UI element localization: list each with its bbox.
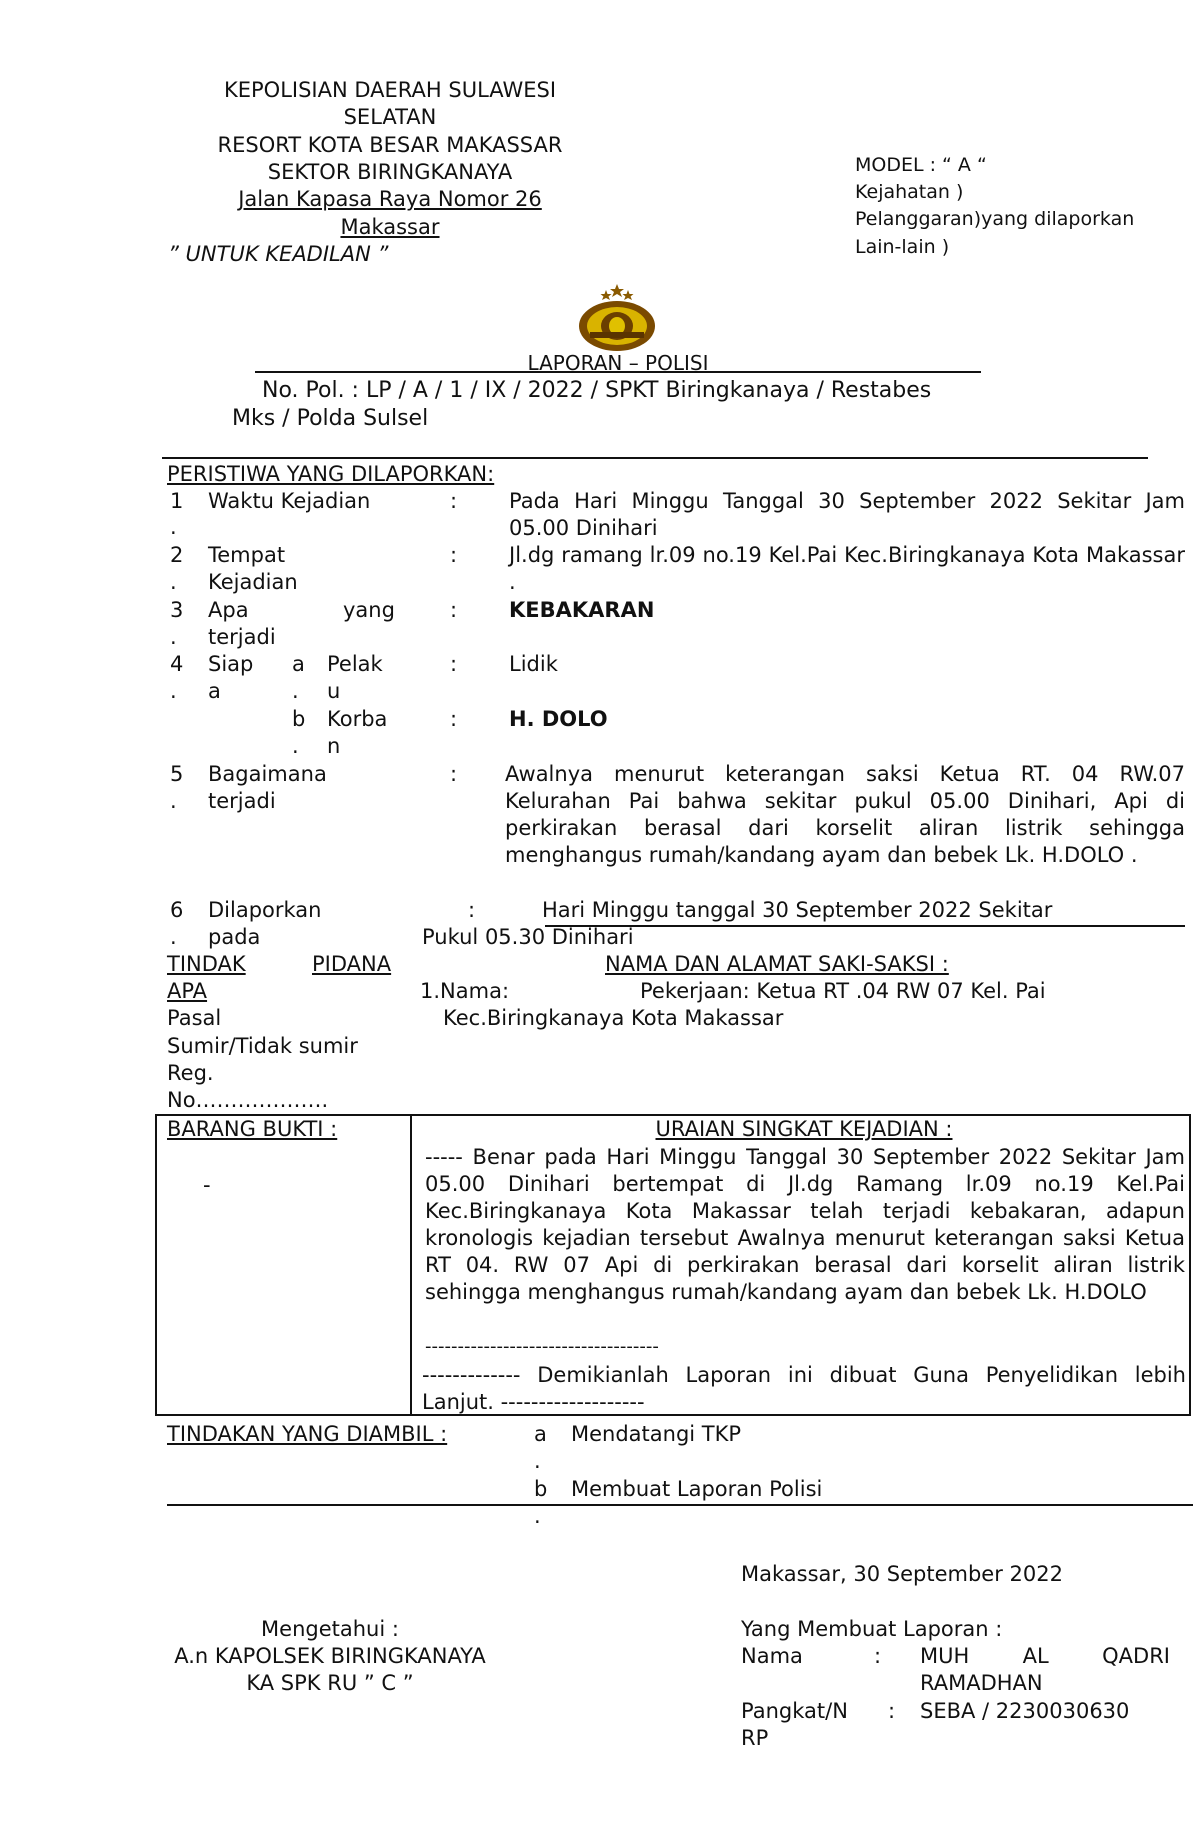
item-4a-colon: : bbox=[450, 652, 458, 676]
item-5-colon: : bbox=[450, 762, 458, 786]
item-6-colon: : bbox=[468, 898, 476, 922]
item-4b-letter: b bbox=[292, 707, 306, 731]
header-address-2: Makassar bbox=[340, 215, 440, 239]
item-6-num: 6 bbox=[170, 898, 184, 922]
uraian-closing: ------------- Demikianlah Laporan ini dibuat Guna Penyelidikan lebih Lanjut. ------------------- bbox=[422, 1363, 1186, 1414]
tindak-sumir: Sumir/Tidak sumir bbox=[167, 1034, 358, 1058]
header-address-1: Jalan Kapasa Raya Nomor 26 bbox=[238, 187, 542, 211]
saksi-heading: NAMA DAN ALAMAT SAKI-SAKSI : bbox=[605, 952, 949, 976]
uraian-dashes: ------------------------------------ bbox=[425, 1336, 659, 1357]
item-3-num: 3 bbox=[170, 598, 184, 622]
item-3-label-2: terjadi bbox=[208, 625, 276, 649]
mengetahui: Mengetahui : bbox=[261, 1617, 399, 1641]
pangkat-label-2: RP bbox=[741, 1726, 769, 1750]
header-line-1: KEPOLISIAN DAERAH SULAWESI bbox=[223, 78, 557, 102]
section-rule-top bbox=[162, 457, 1148, 459]
tindak-label-2: APA bbox=[167, 979, 208, 1003]
barang-bukti-value: - bbox=[203, 1173, 211, 1197]
saksi-alamat: Kec.Biringkanaya Kota Makassar bbox=[443, 1006, 784, 1030]
item-3-label-1a: Apa bbox=[208, 598, 249, 622]
report-title: LAPORAN – POLISI bbox=[527, 351, 709, 375]
tindakan-a-letter: a bbox=[534, 1422, 547, 1446]
item-6-dot: . bbox=[170, 925, 177, 949]
place-date: Makassar, 30 September 2022 bbox=[741, 1562, 1063, 1586]
item-5-dot: . bbox=[170, 789, 177, 813]
item-2-label-1: Tempat bbox=[208, 543, 286, 567]
saksi-nama: 1.Nama: bbox=[420, 979, 510, 1003]
tindak-no: No………………. bbox=[167, 1088, 329, 1112]
item-4a-label-2: u bbox=[327, 679, 341, 703]
tindakan-rule bbox=[167, 1504, 1193, 1506]
header-motto: ” UNTUK KEADILAN ” bbox=[168, 242, 389, 266]
pangkat-label-1: Pangkat/N bbox=[741, 1699, 848, 1723]
item-6-value-1: Hari Minggu tanggal 30 September 2022 Sekitar bbox=[542, 898, 1053, 922]
item-1-label: Waktu Kejadian bbox=[208, 489, 371, 513]
item-6-value-2: Pukul 05.30 Dinihari bbox=[422, 925, 634, 949]
uraian-text: ----- Benar pada Hari Minggu Tanggal 30 September 2022 Sekitar Jam 05.00 Dinihari bertempat di Jl.dg Ramang lr.09 no.19 Kel.Pai Kec.Biringkanaya Kota Makassar telah terjadi kebakaran, adapun kronologis kejadian tersebut Awalnya menurut keterangan saksi Ketua RT 04. RW 07 Api di perkirakan berasal dari korselit aliran listrik sehingga menghangus rumah/kandang ayam dan bebek Lk. H.DOLO bbox=[425, 1145, 1185, 1304]
header-line-3: RESORT KOTA BESAR MAKASSAR bbox=[217, 133, 563, 157]
peristiwa-heading: PERISTIWA YANG DILAPORKAN: bbox=[167, 462, 495, 486]
header-line-4: SEKTOR BIRINGKANAYA bbox=[267, 160, 513, 184]
item-4b-value: H. DOLO bbox=[509, 707, 608, 731]
item-5-label-1: Bagaimana bbox=[208, 762, 327, 786]
item-1-dot: . bbox=[170, 515, 177, 539]
header-line-2: SELATAN bbox=[343, 105, 437, 129]
item-4-label-2: a bbox=[208, 679, 221, 703]
item-2-dot: . bbox=[170, 570, 177, 594]
item-5-value: Awalnya menurut keterangan saksi Ketua RT. 04 RW.07 Kelurahan Pai bahwa sekitar pukul 05.00 Dinihari, Api di perkirakan berasal dari korselit aliran listrik sehingga menghangus rumah/kandang ayam dan bebek Lk. H.DOLO . bbox=[505, 762, 1185, 867]
item-2-value: Jl.dg ramang lr.09 no.19 Kel.Pai Kec.Biringkanaya Kota Makassar . bbox=[509, 543, 1185, 594]
evidence-table-divider bbox=[410, 1114, 412, 1416]
ka-spk: KA SPK RU ” C ” bbox=[246, 1671, 414, 1695]
item-4a-dot: . bbox=[292, 679, 299, 703]
nama-value-2: RAMADHAN bbox=[920, 1671, 1043, 1695]
kapolsek: A.n KAPOLSEK BIRINGKANAYA bbox=[174, 1644, 486, 1668]
item-2-num: 2 bbox=[170, 543, 184, 567]
item-5-num: 5 bbox=[170, 762, 184, 786]
nama-label: Nama bbox=[741, 1644, 803, 1668]
item-4-dot: . bbox=[170, 679, 177, 703]
item-1-num: 1 bbox=[170, 489, 184, 513]
item-6-label-1: Dilaporkan bbox=[208, 898, 322, 922]
item-3-colon: : bbox=[450, 598, 458, 622]
item-4b-label-2: n bbox=[327, 734, 341, 758]
item-3-label-1b: yang bbox=[343, 598, 395, 622]
item-4-label-1: Siap bbox=[208, 652, 254, 676]
tindakan-heading: TINDAKAN YANG DIAMBIL : bbox=[167, 1422, 448, 1446]
item-1-value: Pada Hari Minggu Tanggal 30 September 2022 Sekitar Jam 05.00 Dinihari bbox=[509, 489, 1185, 540]
uraian-heading: URAIAN SINGKAT KEJADIAN : bbox=[655, 1117, 953, 1141]
item-6-rule bbox=[545, 925, 1185, 927]
item-5-label-2: terjadi bbox=[208, 789, 276, 813]
police-emblem-icon bbox=[570, 282, 665, 354]
model-line-3: Pelanggaran)yang dilaporkan bbox=[855, 208, 1135, 230]
tindakan-b-text: Membuat Laporan Polisi bbox=[571, 1477, 823, 1501]
model-line-4: Lain-lain ) bbox=[855, 236, 950, 258]
tindakan-b-letter: b bbox=[534, 1477, 548, 1501]
item-1-colon: : bbox=[450, 489, 458, 513]
pembuat-heading: Yang Membuat Laporan : bbox=[741, 1617, 1003, 1641]
barang-bukti-heading: BARANG BUKTI : bbox=[167, 1117, 338, 1141]
tindakan-a-dot: . bbox=[534, 1449, 541, 1473]
item-4b-label-1: Korba bbox=[327, 707, 388, 731]
report-number-line-2: Mks / Polda Sulsel bbox=[232, 406, 429, 431]
model-line-1: MODEL : “ A “ bbox=[855, 154, 987, 176]
tindak-label-1b: PIDANA bbox=[312, 952, 392, 976]
tindak-label-1a: TINDAK bbox=[167, 952, 246, 976]
pangkat-colon: : bbox=[888, 1699, 896, 1723]
tindakan-a-text: Mendatangi TKP bbox=[571, 1422, 742, 1446]
pangkat-value: SEBA / 2230030630 bbox=[920, 1699, 1130, 1723]
saksi-pekerjaan: Pekerjaan: Ketua RT .04 RW 07 Kel. Pai bbox=[640, 979, 1046, 1003]
model-line-2: Kejahatan ) bbox=[855, 181, 964, 203]
item-3-value: KEBAKARAN bbox=[509, 598, 655, 622]
tindak-pasal: Pasal bbox=[167, 1006, 222, 1030]
item-3-dot: . bbox=[170, 625, 177, 649]
report-number-line-1: No. Pol. : LP / A / 1 / IX / 2022 / SPKT Biringkanaya / Restabes bbox=[262, 378, 932, 403]
item-2-colon: : bbox=[450, 543, 458, 567]
tindakan-b-dot: . bbox=[534, 1504, 541, 1528]
nama-value-1: MUH AL QADRI bbox=[920, 1644, 1171, 1668]
item-4-num: 4 bbox=[170, 652, 184, 676]
item-4b-dot: . bbox=[292, 734, 299, 758]
item-4b-colon: : bbox=[450, 707, 458, 731]
tindak-reg: Reg. bbox=[167, 1061, 214, 1085]
item-4a-letter: a bbox=[292, 652, 305, 676]
item-4a-value: Lidik bbox=[509, 652, 558, 676]
item-4a-label-1: Pelak bbox=[327, 652, 383, 676]
item-6-label-2: pada bbox=[208, 925, 261, 949]
nama-colon: : bbox=[874, 1644, 882, 1668]
item-2-label-2: Kejadian bbox=[208, 570, 298, 594]
